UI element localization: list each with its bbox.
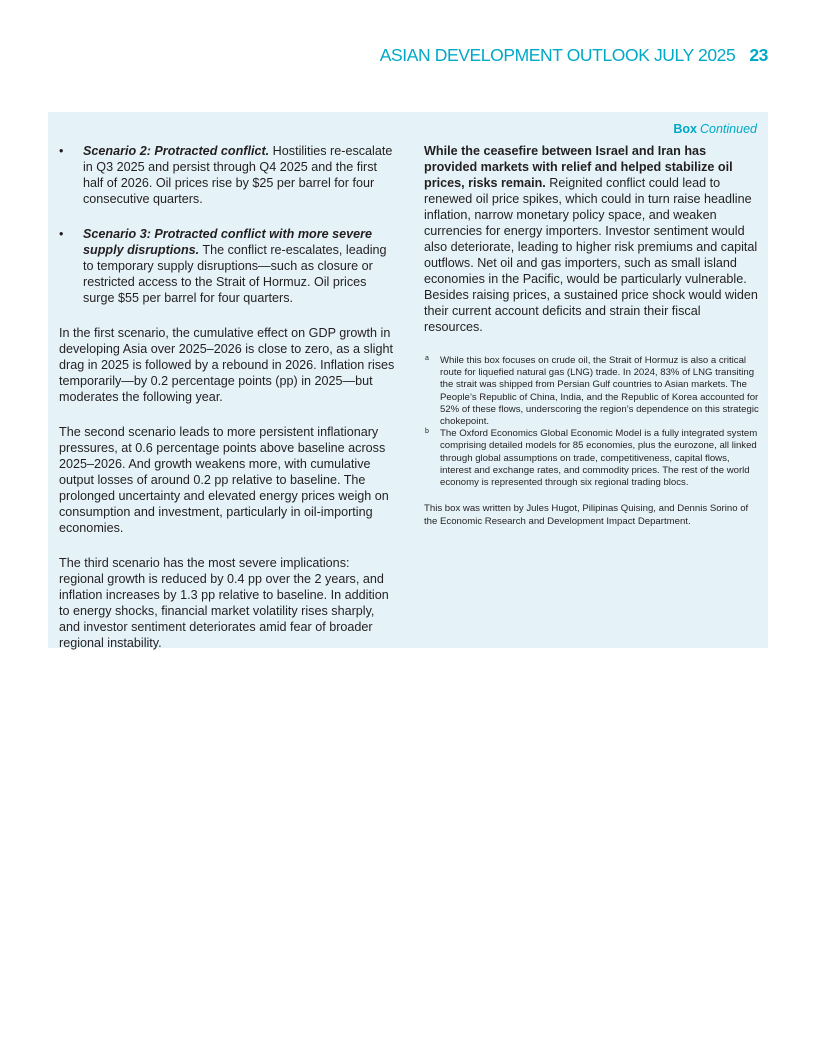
- footnote: [424, 355, 762, 428]
- paragraph: In the first scenario, the cumulative effect on GDP growth in developing Asia over 2025–2026 is close to zero, as a slight drag in 2025 is followed by a rebound in 2026. Inflation rises temporarily—by 0.2 percentage points (pp) in 2025—but moderates the following year.: [59, 326, 395, 404]
- bullet-text: Hostilities re-escalate in Q3 2025 and persist through Q4 2025 and the first half of 2026. Oil prices rise by $25 per barrel for four consecutive quarters.: [83, 144, 393, 206]
- bullet-item: [59, 143, 395, 207]
- footnote-mark: a: [425, 355, 429, 362]
- paragraph-lead: While the ceasefire between Israel and Iran has provided markets with relief and helped stabilize oil prices, risks remain.: [424, 144, 733, 190]
- right-column: [424, 143, 762, 528]
- paragraph: [424, 143, 762, 335]
- author-credit: This box was written by Jules Hugot, Pilipinas Quising, and Dennis Sorino of the Economic Research and Development Impact Department.: [424, 503, 749, 528]
- paragraph-text: Reignited conflict could lead to renewed oil price spikes, which could in turn raise headline inflation, narrow monetary policy space, and weaken currencies for energy importers. Investor sentiment would also deteriorate, leading to higher risk premiums and capital outflows. Net oil and gas importers, such as small island economies in the Pacific, would be particularly vulnerable. Besides raising prices, a sustained price shock would widen their current account deficits and strain their fiscal resources.: [424, 176, 758, 334]
- bullet-lead: Scenario 2: Protracted conflict.: [83, 144, 270, 158]
- bullet-marker: •: [59, 227, 64, 241]
- box-label-continued: Continued: [700, 122, 757, 136]
- box-panel: [48, 112, 768, 648]
- box-label-title: Box: [673, 122, 697, 136]
- bullet-lead: Scenario 3: Protracted conflict with more severe supply disruptions.: [83, 227, 373, 257]
- running-head: [380, 45, 768, 66]
- footnote-text: While this box focuses on crude oil, the Strait of Hormuz is also a critical route for liquefied natural gas (LNG) trade. In 2024, 83% of LNG transiting the strait was shipped from Persian Gulf countries to Asian markets. The People’s Republic of China, India, and the Republic of Korea accounted for 52% of these flows, underscoring the region’s dependence on this strategic chokepoint.: [440, 355, 759, 428]
- box-label: [673, 122, 757, 136]
- bullet-item: [59, 226, 395, 306]
- footnotes: [424, 355, 762, 489]
- paragraph: The third scenario has the most severe implications: regional growth is reduced by 0.4 pp over the 2 years, and inflation increases by 1.3 pp relative to baseline. In addition to energy shocks, financial market volatility rises sharply, and investor sentiment deteriorates amid fear of broader regional instability.: [59, 556, 389, 650]
- footnote: [424, 428, 762, 489]
- footnote-text: The Oxford Economics Global Economic Model is a fully integrated system comprising detailed models for 85 economies, plus the eurozone, all linked through global assumptions on trade, competitiveness, capital flows, interest and exchange rates, and commodity prices. The rest of the world economy is represented through six regional trading blocs.: [440, 428, 758, 489]
- publication-title: ASIAN DEVELOPMENT OUTLOOK JULY 2025: [379, 45, 736, 65]
- bullet-text: The conflict re-escalates, leading to temporary supply disruptions—such as closure or restricted access to the Strait of Hormuz. Oil prices surge $55 per barrel for four quarters.: [83, 243, 387, 305]
- bullet-marker: •: [59, 144, 64, 158]
- footnote-mark: b: [425, 428, 429, 436]
- page-number: 23: [749, 45, 768, 65]
- left-column: [59, 143, 395, 670]
- paragraph: The second scenario leads to more persistent inflationary pressures, at 0.6 percentage points above baseline across 2025–2026. And growth weakens more, with cumulative output losses of around 0.2 pp relative to baseline. The prolonged uncertainty and elevated energy prices weigh on consumption and investment, particularly in oil-importing economies.: [59, 425, 389, 535]
